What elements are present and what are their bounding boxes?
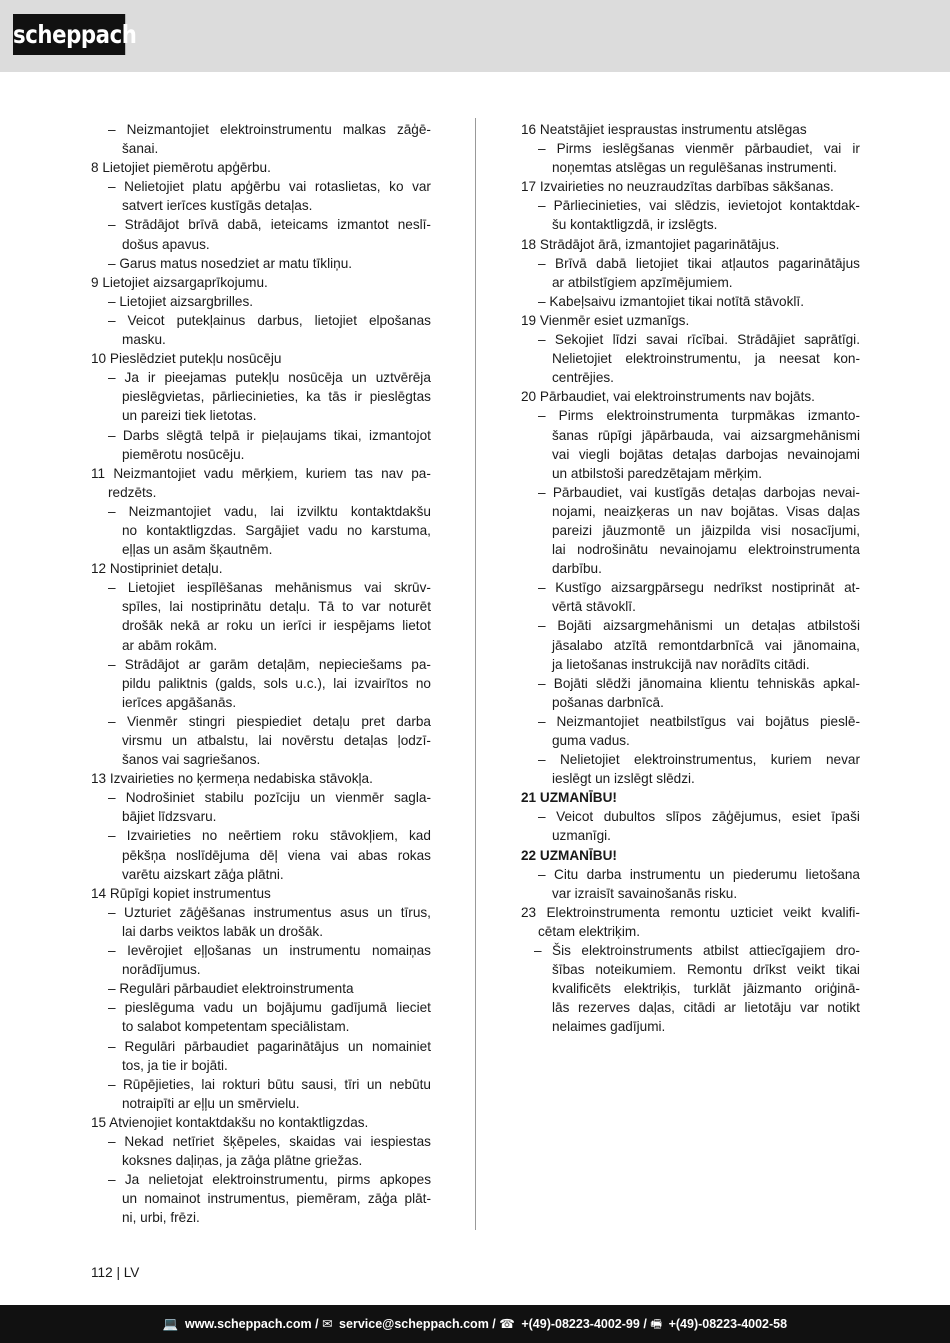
text-line: ieslēgt un izslēgt slēdzi. [552, 771, 695, 787]
text-line: šanai. [122, 141, 159, 157]
text-line: – Rūpējieties, lai rokturi būtu sausi, tīri un nebūtu [108, 1076, 431, 1092]
text-line: šanos vai sagriešanos. [122, 752, 261, 768]
text-line: norādījumus. [122, 962, 201, 978]
contact-footer [0, 1305, 950, 1343]
text-line: noņemtas atslēgas un regulēšanas instrumenti. [552, 160, 837, 176]
text-line: piemērotu nosūcēju. [122, 446, 245, 462]
text-line: pildu paliktnis (galds, sols u.c.), lai izvairītos no [122, 675, 431, 691]
text-line: – Garus matus nosedziet ar matu tīkliņu. [108, 255, 353, 271]
text-line: 11 Neizmantojiet vadu mērķiem, kuriem tas nav pa- [91, 465, 431, 481]
page-number: 112 | LV [91, 1265, 140, 1280]
text-line: masku. [122, 332, 166, 348]
text-line: – Brīvā dabā lietojiet tikai atļautos pagarinātājus [538, 255, 860, 271]
text-line: – Neizmantojiet vadu, lai izvilktu kontaktdakšu [108, 503, 431, 519]
text-line: – Šis elektroinstruments atbilst attiecīgajiem dro- [534, 943, 860, 959]
text-line: 23 Elektroinstrumenta remontu uzticiet veikt kvalifi- [521, 904, 860, 920]
text-line: 21 UZMANĪBU! [521, 790, 617, 806]
text-line: – Nekad netīriet šķēpeles, skaidas vai iespiestas [108, 1133, 431, 1149]
text-line: jāsalabo atzītā remontdarbnīcā vai jānomaina, [552, 637, 860, 653]
text-line: varētu aizskart zāģa plātni. [122, 866, 284, 882]
column-divider [475, 118, 476, 1230]
text-line: 8 Lietojiet piemērotu apģērbu. [91, 160, 271, 176]
text-line: – Ievērojiet eļļošanas un instrumentu nomaiņas [108, 943, 431, 959]
text-line: pēkšņa noslīdējuma dēļ viena vai abas rokas [122, 847, 431, 863]
text-line: 13 Izvairieties no ķermeņa nedabiska stāvokļa. [91, 771, 373, 787]
text-line: – Nelietojiet elektroinstrumentus, kuriem nevar [538, 752, 860, 768]
text-line: 12 Nostipriniet detaļu. [91, 561, 223, 577]
text-line: ni, urbi, frēzi. [122, 1210, 200, 1226]
text-line: ar abām rokām. [122, 637, 218, 653]
mail-icon: ✉ [322, 1317, 333, 1331]
footer-separator: / [643, 1317, 647, 1331]
text-line: 20 Pārbaudiet, vai elektroinstruments nav bojāts. [521, 389, 815, 405]
text-line: – Kabeļsaivu izmantojiet tikai notītā stāvoklī. [538, 293, 804, 309]
text-line: šu kontaktligzdā, ir izslēgts. [552, 217, 718, 233]
text-line: – Neizmantojiet elektroinstrumentu malkas zāģē- [108, 122, 431, 137]
text-line: – Pārbaudiet, vai kustīgās detaļas darbojas nevai- [538, 484, 860, 500]
text-line: nelaimes gadījumi. [552, 1019, 666, 1035]
text-line: – Sekojiet līdzi savai rīcībai. Strādājiet saprātīgi. [538, 332, 860, 348]
text-line: – Vienmēr stingri piespiediet detaļu pret darba [108, 713, 431, 729]
text-line: 16 Neatstājiet iespraustas instrumentu atslēgas [521, 122, 807, 137]
text-line: virsmu un atbalstu, lai novērstu detaļas ļodzī- [122, 733, 431, 748]
text-line: 15 Atvienojiet kontaktdakšu no kontaktligzdas. [91, 1114, 369, 1130]
text-line: – Regulāri pārbaudiet elektroinstrumenta [108, 981, 354, 997]
text-line: koksnes daļiņas, ja zāģa plātne griežas. [122, 1153, 363, 1169]
text-line: uzmanīgi. [552, 828, 611, 844]
text-line: satvert ierīces kustīgās detaļas. [122, 198, 313, 214]
text-line: ar atbilstīgiem apzīmējumiem. [552, 274, 733, 290]
footer-website[interactable]: www.scheppach.com [184, 1317, 312, 1331]
text-line: un atbilstoši paredzētajam mērķim. [552, 465, 763, 481]
text-line: no kontaktligzdas. Sargājiet vadu no karstuma, [122, 522, 431, 538]
text-line: kvalificēts elektriķis, turklāt jāizmanto oriģinā- [552, 981, 860, 997]
text-line: 9 Lietojiet aizsargaprīkojumu. [91, 274, 268, 290]
text-line: redzēts. [108, 484, 157, 500]
text-line: Nelietojiet elektroinstrumentu, ja neesat kon- [552, 351, 860, 367]
computer-icon: 💻 [162, 1317, 179, 1331]
text-line: centrējies. [552, 370, 614, 386]
text-line: nojami, neaizķeras un nav bojātas. Visas daļas [552, 503, 860, 519]
text-line: – Nelietojiet platu apģērbu vai rotaslietas, ko var [108, 179, 431, 195]
text-line: – Strādājot brīvā dabā, ieteicams izmantot neslī- [108, 217, 431, 233]
header-band [0, 0, 950, 72]
text-line: – Izvairieties no neērtiem roku stāvokļiem, kad [108, 828, 431, 844]
text-line: – Pārliecinieties, vai slēdzis, ievietojot kontaktdak- [538, 198, 860, 214]
text-line: var izraisīt savainošanās risku. [552, 885, 738, 901]
text-line: – Kustīgo aizsargpārsegu nedrīkst nostiprināt at- [538, 580, 860, 596]
text-line: – Strādājot ar garām detaļām, nepieciešams pa- [108, 656, 431, 672]
text-line: un nomainot instrumentus, piemēram, zāģa plāt- [122, 1191, 431, 1207]
text-line: – Bojāti aizsargmehānismi un detaļas atbilstoši [538, 618, 860, 634]
text-line: spīles, lai nostiprinātu detaļu. Tā to var noturēt [122, 599, 431, 615]
text-line: – Ja nelietojat elektroinstrumentu, pirms apkopes [108, 1172, 431, 1188]
text-line: ja lietošanas instrukcijā nav norādīts citādi. [552, 656, 810, 672]
text-line: – Pirms ieslēgšanas vienmēr pārbaudiet, vai ir [538, 141, 860, 157]
scheppach-logo: scheppach [13, 14, 125, 55]
text-line: – Darbs slēgtā telpā ir pieļaujams tikai, izmantojot [108, 427, 431, 443]
text-line: – Neizmantojiet neatbilstīgus vai bojātus pieslē- [538, 713, 860, 729]
text-line: tos, ja tie ir bojāti. [122, 1057, 228, 1073]
text-line: ierīces apgāšanās. [122, 694, 237, 710]
text-line: 19 Vienmēr esiet uzmanīgs. [521, 312, 690, 328]
text-line: – Bojāti slēdži jānomaina klientu tehniskās apkal- [538, 675, 860, 691]
text-line: – pieslēguma vadu un bojājumu gadījumā lieciet [108, 1000, 431, 1016]
text-line: eļļas un asām šķautnēm. [122, 542, 273, 558]
text-line: lai nodrošinātu nevainojamu elektroinstrumenta [552, 542, 860, 558]
left-text-column [91, 120, 431, 1227]
text-line: vai viegli bojātas detaļas darbojas nevainojami [552, 446, 860, 462]
text-line: drošāk nekā ar roku un ierīci ir iespējams lietot [122, 618, 431, 634]
text-line: darbību. [552, 561, 602, 577]
text-line: – Regulāri pārbaudiet pagarinātājus un nomainiet [108, 1038, 431, 1054]
text-line: – Veicot dubultos slīpos zāģējumus, esiet īpaši [538, 809, 860, 825]
text-line: – Pirms elektroinstrumenta turpmākas izmanto- [538, 408, 860, 424]
footer-separator: / [492, 1317, 496, 1331]
text-line: vērtā stāvoklī. [552, 599, 636, 615]
text-line: bājiet līdzsvaru. [122, 809, 217, 825]
footer-email[interactable]: service@scheppach.com [339, 1317, 489, 1331]
text-line: guma vadus. [552, 733, 630, 748]
footer-separator: / [315, 1317, 319, 1331]
text-line: pareizi jāuzmontē un jāizpilda visi nosacījumi, [552, 522, 860, 538]
text-line: – Ja ir pieejamas putekļu nosūcēja un uztvērēja [108, 370, 431, 386]
text-line: – Uzturiet zāģēšanas instrumentus asus un tīrus, [108, 904, 431, 920]
text-line: šanas rūpīgi jāpārbauda, vai aizsargmehānismi [552, 427, 860, 443]
text-line: notraipīti ar eļļu un smērvielu. [122, 1095, 300, 1111]
text-line: 17 Izvairieties no neuzraudzītas darbības sākšanas. [521, 179, 834, 195]
text-line: un pareizi tiek lietotas. [122, 408, 257, 424]
text-line: – Nodrošiniet stabilu pozīciju un vienmēr sagla- [108, 790, 431, 806]
text-line: to salabot kompetentam speciālistam. [122, 1019, 350, 1035]
phone-icon: ☎ [499, 1317, 515, 1331]
text-line: lās rezerves daļas, citādi ar lietotāju var notikt [552, 1000, 860, 1016]
text-line: pošanas darbnīcā. [552, 694, 664, 710]
text-line: 22 UZMANĪBU! [521, 847, 617, 863]
footer-fax: +(49)-08223-4002-58 [668, 1317, 788, 1331]
text-line: cētam elektriķim. [538, 923, 640, 939]
text-line: lai darbs veiktos labāk un drošāk. [122, 923, 323, 939]
text-line: – Lietojiet aizsargbrilles. [108, 293, 254, 309]
text-line: – Veicot putekļainus darbus, lietojiet elpošanas [108, 312, 431, 328]
text-line: šības noteikumiem. Remontu drīkst veikt tikai [552, 962, 860, 978]
text-line: pieslēgvietas, pārliecinieties, ka tās ir pieslēgtas [122, 389, 431, 405]
right-text-column [521, 120, 860, 1037]
fax-icon: 🖷 [650, 1317, 663, 1331]
text-line: 14 Rūpīgi kopiet instrumentus [91, 885, 271, 901]
text-line: – Citu darba instrumentu un piederumu lietošana [538, 866, 860, 882]
text-line: 10 Pieslēdziet putekļu nosūcēju [91, 351, 282, 367]
text-line: – Lietojiet iespīlēšanas mehānismus vai skrūv- [108, 580, 431, 596]
text-line: došus apavus. [122, 236, 210, 252]
text-line: 18 Strādājot ārā, izmantojiet pagarinātājus. [521, 236, 780, 252]
footer-phone: +(49)-08223-4002-99 [521, 1317, 640, 1331]
